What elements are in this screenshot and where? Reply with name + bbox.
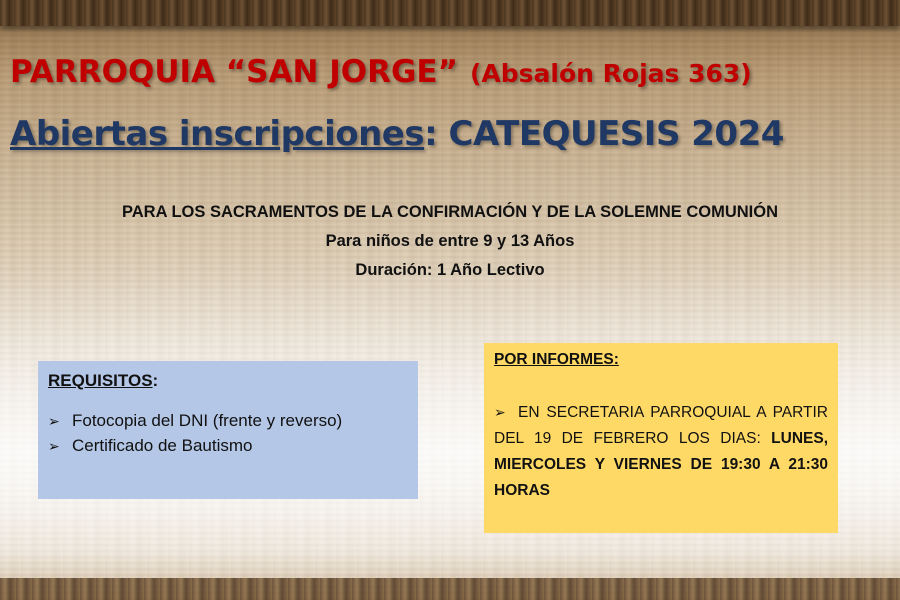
bottom-wood-band (0, 578, 900, 600)
sacraments-line: PARA LOS SACRAMENTOS DE LA CONFIRMACIÓN Y DE LA SOLEMNE COMUNIÓN (121, 203, 779, 221)
headline-underlined: Abiertas inscripciones (10, 114, 425, 154)
top-wood-band (0, 0, 900, 26)
arrow-bullet-icon: ➢ (494, 404, 506, 420)
information-schedule: LUNES, MIERCOLES Y VIERNES DE 19:30 A 21:30 HORAS (494, 430, 828, 499)
information-text: EN SECRETARIA PARROQUIAL A PARTIR DEL 19 DE FEBRERO LOS DIAS: (494, 404, 828, 447)
arrow-bullet-icon: ➢ (48, 413, 60, 429)
parish-title (10, 54, 890, 90)
requirements-list (48, 411, 408, 456)
requirements-box (38, 361, 418, 499)
headline-rest: : CATEQUESIS 2024 (424, 114, 784, 154)
requirements-heading: REQUISITOS: (48, 371, 159, 390)
parish-name: PARROQUIA “SAN JORGE” (10, 54, 458, 90)
information-body (494, 399, 828, 504)
information-heading: POR INFORMES: (494, 351, 619, 368)
requirement-text: Certificado de Bautismo (72, 436, 253, 455)
parish-address: (Absalón Rojas 363) (470, 59, 752, 88)
requirement-text: Fotocopia del DNI (frente y reverso) (72, 411, 343, 430)
arrow-bullet-icon: ➢ (48, 438, 60, 454)
information-box (484, 343, 838, 533)
duration-line: Duración: 1 Año Lectivo (355, 261, 545, 279)
age-line: Para niños de entre 9 y 13 Años (325, 232, 575, 250)
headline (10, 114, 895, 154)
list-item (48, 411, 408, 431)
list-item (48, 436, 408, 456)
